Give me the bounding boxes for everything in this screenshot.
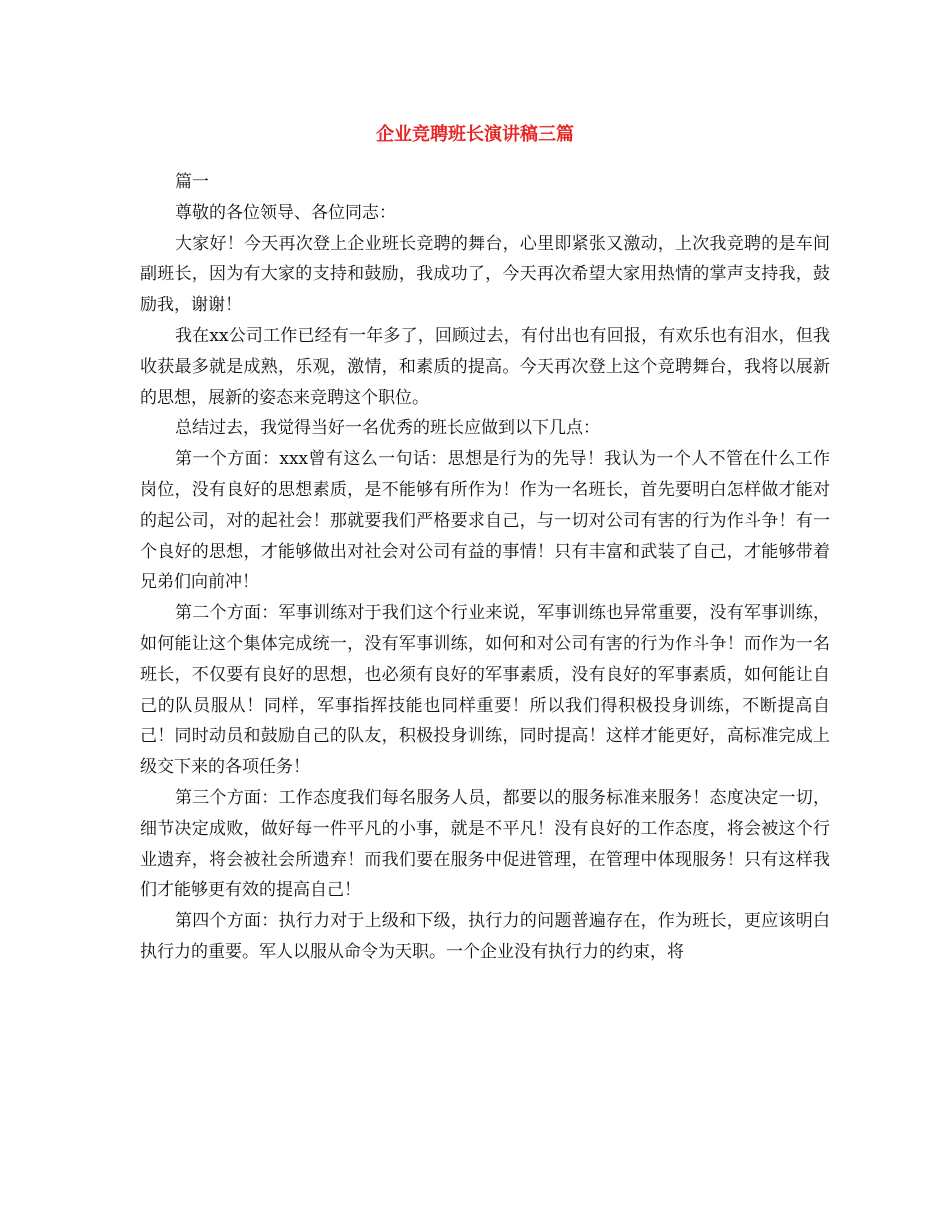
paragraph: 总结过去，我觉得当好一名优秀的班长应做到以下几点：: [175, 418, 600, 439]
paragraph: 大家好！今天再次登上企业班长竞聘的舞台，心里即紧张又激动，上次我竞聘的是车间副班长，因为有大家的支持和鼓励，我成功了，今天再次希望大家用热情的掌声支持我，鼓励我，谢谢！: [140, 233, 830, 316]
document-title: 企业竞聘班长演讲稿三篇: [376, 124, 574, 145]
salutation: 尊敬的各位领导、各位同志：: [175, 202, 396, 223]
paragraph: 第一个方面：xxx曾有这么一句话：思想是行为的先导！我认为一个人不管在什么工作岗位，没有良好的思想素质，是不能够有所作为！作为一名班长，首先要明白怎样做才能对的起公司，对的起社会！那就要我们严格要求自己，与一切对公司有害的行为作斗争！有一个良好的思想，才能够做出对社会对公司有益的事情！只有丰富和武装了自己，才能够带着兄弟们向前冲！: [140, 449, 830, 593]
paragraph: 第二个方面：军事训练对于我们这个行业来说，军事训练也异常重要，没有军事训练，如何能让这个集体完成统一，没有军事训练，如何和对公司有害的行为作斗争！而作为一名班长，不仅要有良好的思想，也必须有良好的军事素质，没有良好的军事素质，如何能让自己的队员服从！同样，军事指挥技能也同样重要！所以我们得积极投身训练，不断提高自己！同时动员和鼓励自己的队友，积极投身训练，同时提高！这样才能更好，高标准完成上级交下来的各项任务！: [140, 603, 830, 778]
paragraph: 我在xx公司工作已经有一年多了，回顾过去，有付出也有回报，有欢乐也有泪水，但我收获最多就是成熟，乐观，激情，和素质的提高。今天再次登上这个竞聘舞台，我将以展新的思想，展新的姿态来竞聘这个职位。: [140, 325, 830, 408]
paragraph: 第三个方面：工作态度我们每名服务人员，都要以的服务标准来服务！态度决定一切，细节决定成败，做好每一件平凡的小事，就是不平凡！没有良好的工作态度，将会被这个行业遗弃，将会被社会所遗弃！而我们要在服务中促进管理，在管理中体现服务！只有这样我们才能够更有效的提高自己！: [140, 787, 830, 901]
document-body: [140, 167, 830, 968]
paragraph: 第四个方面：执行力对于上级和下级，执行力的问题普遍存在，作为班长，更应该明白执行力的重要。军人以服从命令为天职。一个企业没有执行力的约束，将: [140, 911, 830, 962]
section-heading: 篇一: [175, 172, 209, 192]
